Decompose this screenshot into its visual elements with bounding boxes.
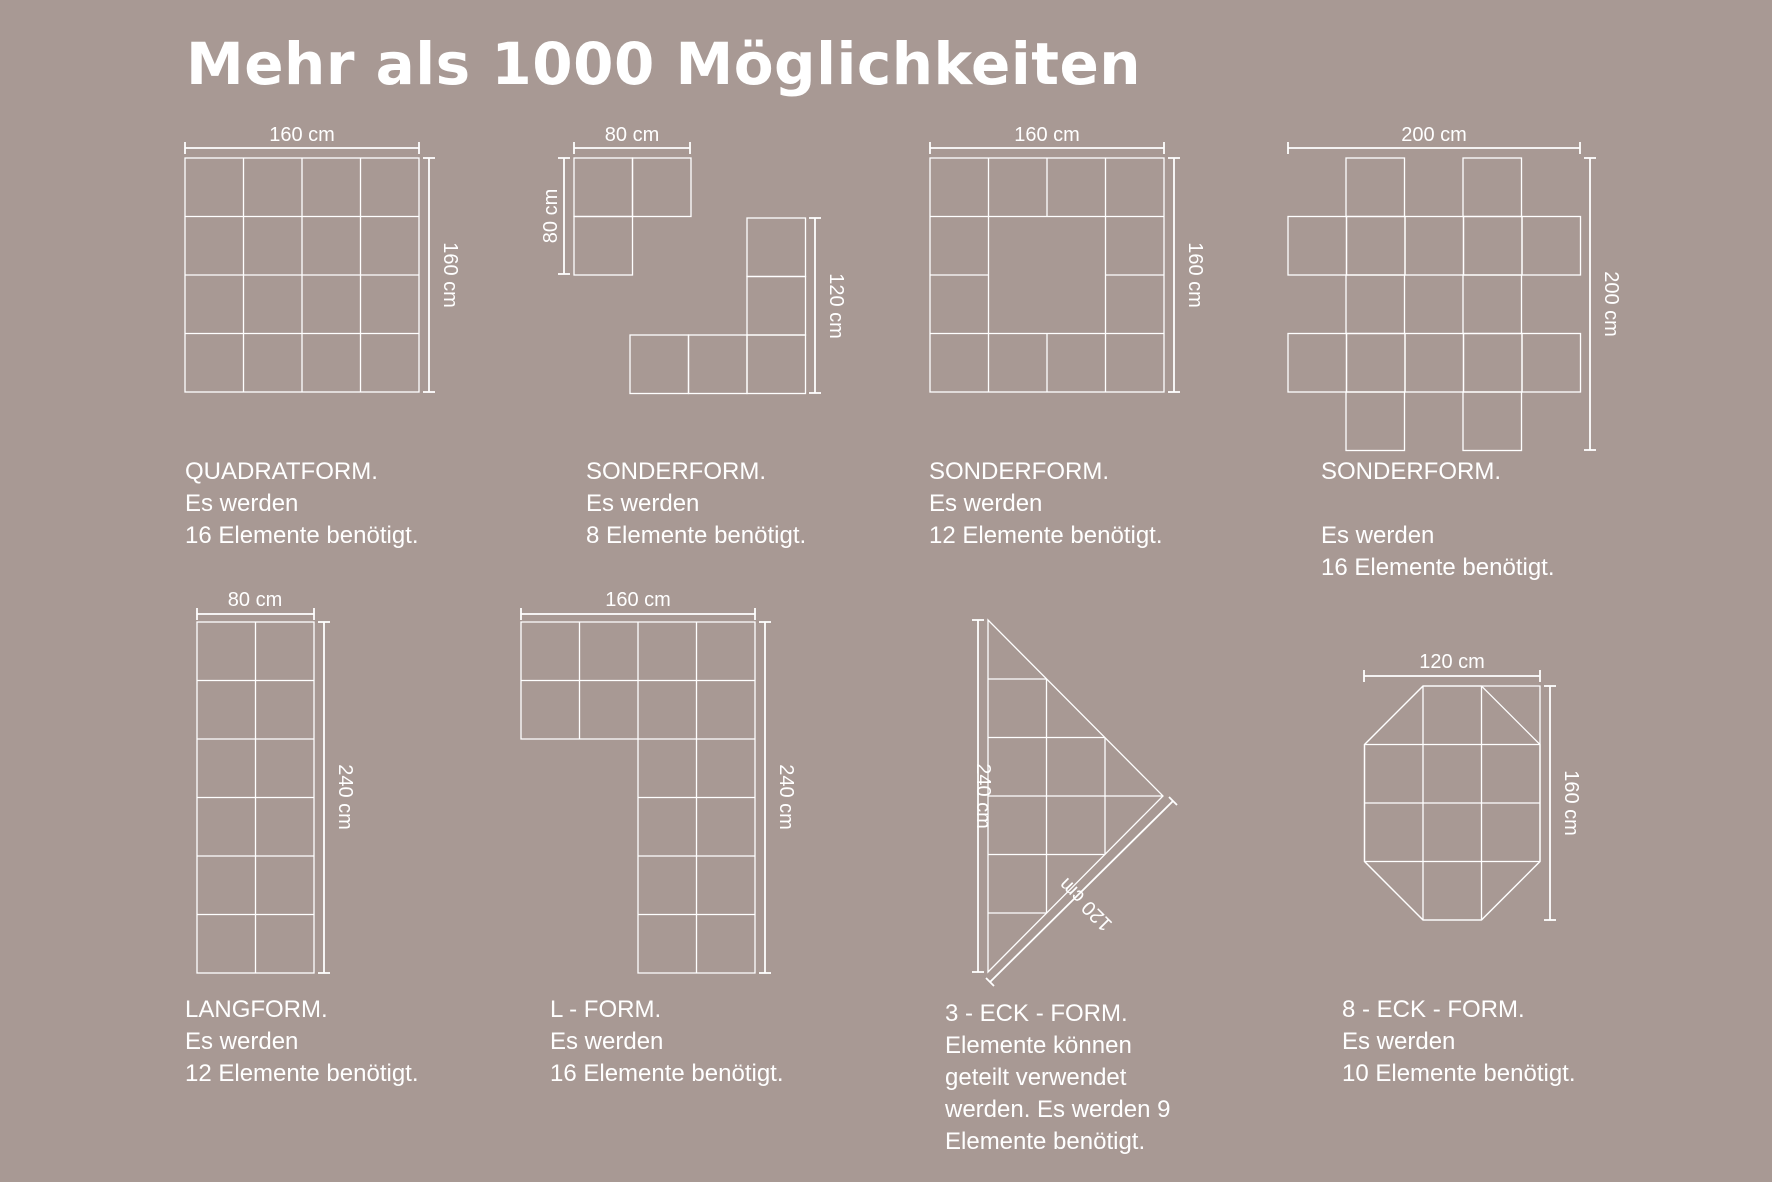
caption-line: Es werden	[1342, 1028, 1456, 1055]
quadratform-height-dimension	[423, 158, 461, 392]
sonderform-2-height-label: 160 cm	[1184, 242, 1206, 308]
sonderform-1-height-label: 80 cm	[540, 188, 562, 244]
shape-sonderform-2	[930, 124, 1206, 392]
caption-line: Es werden	[185, 1028, 299, 1055]
8-eck-form-height-dimension	[1544, 686, 1582, 920]
l-form-grid	[521, 622, 755, 973]
page-title: Mehr als 1000 Möglichkeiten	[186, 30, 1142, 98]
langform-height-label: 240 cm	[334, 764, 356, 830]
caption-line: 16 Elemente benötigt.	[185, 522, 419, 549]
caption-line: 3 - ECK - FORM.	[945, 1000, 1128, 1027]
caption-sonderform-1	[586, 456, 806, 552]
caption-line: Es werden	[929, 490, 1043, 517]
caption-3-eck-form	[945, 998, 1170, 1158]
sonderform-1-width-dimension	[574, 124, 690, 154]
sonderform-1-height-dimension	[540, 158, 570, 274]
caption-line: 8 Elemente benötigt.	[586, 522, 807, 549]
caption-line: 16 Elemente benötigt.	[1321, 554, 1555, 581]
3-eck-form-diagonal-label: 120 cm	[1054, 873, 1117, 936]
caption-line: SONDERFORM.	[929, 458, 1109, 485]
caption-l-form	[550, 994, 784, 1090]
caption-line: geteilt verwendet	[945, 1064, 1127, 1091]
shape-8-eck-form	[1364, 651, 1582, 920]
sonderform-3-height-dimension	[1584, 158, 1622, 450]
caption-8-eck-form	[1342, 994, 1576, 1090]
sonderform-2-width-label: 160 cm	[1014, 124, 1080, 146]
sonderform-3-width-label: 200 cm	[1401, 124, 1467, 146]
quadratform-height-label: 160 cm	[439, 242, 461, 308]
sonderform-1-height2-dimension	[809, 218, 847, 393]
quadratform-width-label: 160 cm	[269, 124, 335, 146]
caption-line: werden. Es werden 9	[945, 1096, 1171, 1123]
caption-line: Elemente können	[945, 1032, 1132, 1059]
caption-line: Es werden	[550, 1028, 664, 1055]
l-form-height-label: 240 cm	[775, 764, 797, 830]
caption-line: QUADRATFORM.	[185, 458, 378, 485]
caption-line: 8 - ECK - FORM.	[1342, 996, 1525, 1023]
quadratform-grid	[185, 158, 419, 392]
8-eck-form-height-label: 160 cm	[1560, 770, 1582, 836]
caption-line: Es werden	[586, 490, 700, 517]
sonderform-2-grid	[930, 158, 1164, 392]
sonderform-1-grid	[574, 158, 806, 394]
caption-sonderform-2	[929, 456, 1163, 552]
l-form-width-dimension	[521, 589, 755, 620]
shape-3-eck-form	[972, 620, 1177, 986]
shape-sonderform-3	[1288, 124, 1622, 451]
sonderform-2-height-dimension	[1168, 158, 1206, 392]
langform-width-dimension	[197, 589, 314, 620]
8-eck-form-grid	[1365, 686, 1541, 920]
l-form-height-dimension	[759, 622, 797, 973]
caption-line: L - FORM.	[550, 996, 662, 1023]
quadratform-width-dimension	[185, 124, 419, 154]
caption-line: Elemente benötigt.	[945, 1128, 1146, 1155]
sonderform-2-width-dimension	[930, 124, 1164, 154]
sonderform-3-grid	[1288, 158, 1581, 451]
shape-langform	[197, 589, 356, 973]
sonderform-3-width-dimension	[1288, 124, 1580, 154]
caption-line: SONDERFORM.	[1321, 458, 1501, 485]
l-form-width-label: 160 cm	[605, 589, 671, 611]
langform-height-dimension	[318, 622, 356, 973]
shape-sonderform-1	[540, 124, 847, 394]
3-eck-form-height-dimension	[972, 620, 994, 972]
sonderform-3-height-label: 200 cm	[1600, 271, 1622, 337]
langform-width-label: 80 cm	[227, 589, 283, 611]
caption-line: 12 Elemente benötigt.	[185, 1060, 419, 1087]
8-eck-form-width-label: 120 cm	[1419, 651, 1485, 673]
sonderform-1-width-label: 80 cm	[604, 124, 660, 146]
shape-l-form	[521, 589, 797, 973]
8-eck-form-width-dimension	[1364, 651, 1540, 682]
caption-line: 12 Elemente benötigt.	[929, 522, 1163, 549]
shape-quadratform	[185, 124, 461, 392]
langform-grid	[197, 622, 314, 973]
3-eck-form-grid	[988, 620, 1163, 972]
caption-sonderform-3	[1321, 456, 1555, 584]
caption-line	[1321, 488, 1555, 520]
caption-line: LANGFORM.	[185, 996, 328, 1023]
caption-line: SONDERFORM.	[586, 458, 766, 485]
caption-langform	[185, 994, 419, 1090]
caption-line: 10 Elemente benötigt.	[1342, 1060, 1576, 1087]
caption-line: Es werden	[185, 490, 299, 517]
caption-line: Es werden	[1321, 522, 1435, 549]
caption-line: 16 Elemente benötigt.	[550, 1060, 784, 1087]
caption-quadratform	[185, 456, 419, 552]
3-eck-form-height-label: 240 cm	[972, 763, 994, 829]
sonderform-1-height2-label: 120 cm	[825, 273, 847, 339]
3-eck-form-diagonal-dimension	[986, 797, 1177, 986]
